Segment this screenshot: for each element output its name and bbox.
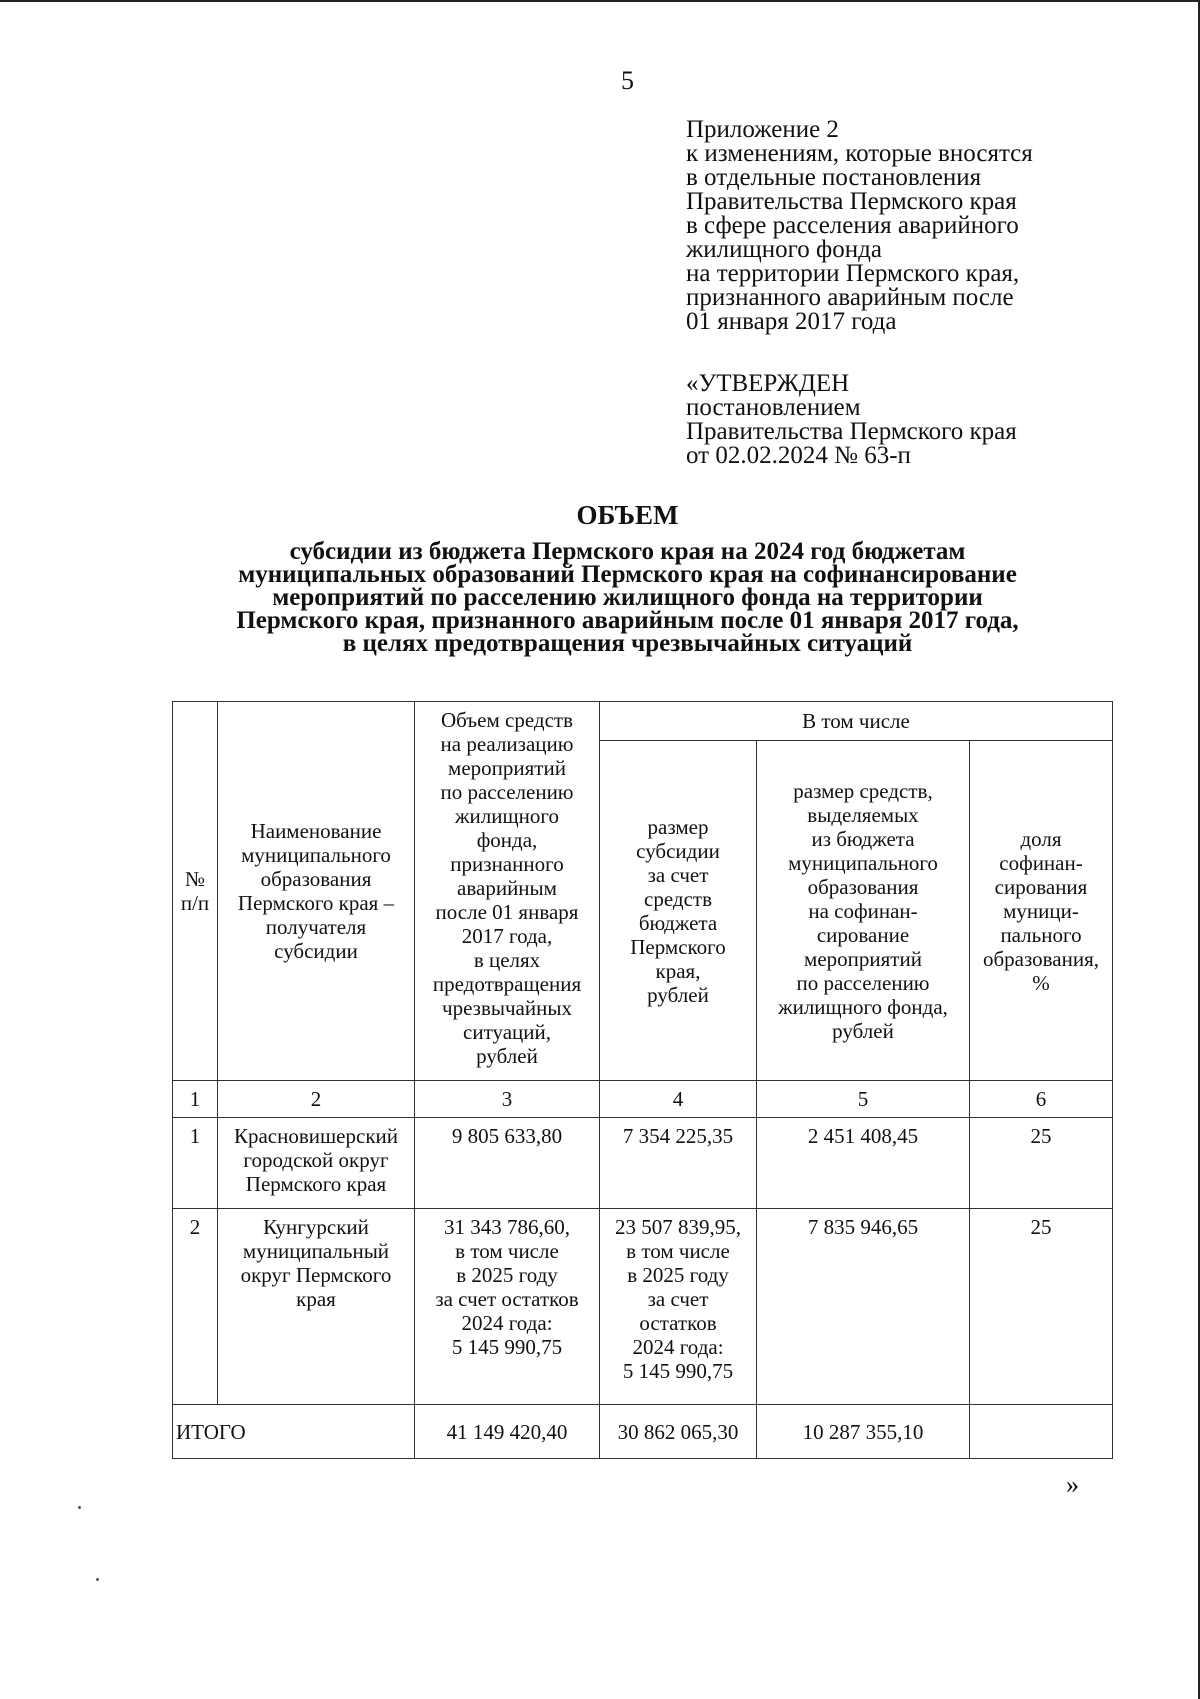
approval-line: от 02.02.2024 № 63-п (686, 442, 911, 469)
col-number: 3 (415, 1081, 600, 1118)
cell-line: в том числе (626, 1239, 730, 1263)
cell-line: Кунгурский (263, 1215, 369, 1239)
cell-line: округ Пермского (240, 1263, 392, 1287)
cell-line: мероприятий (448, 756, 566, 780)
cell-line: бюджета (638, 910, 718, 935)
cell-line: за счет (647, 1287, 709, 1311)
cell-line: софинан- (999, 850, 1083, 875)
row-volume (415, 1209, 600, 1405)
cell-line: 7 354 225,35 (622, 1124, 734, 1148)
page-number: 5 (621, 66, 634, 95)
cell-line: сирования (994, 874, 1088, 899)
annex-line: Приложение 2 (686, 116, 839, 143)
cell-line: размер (647, 814, 709, 839)
cell-line: в 2025 году (456, 1263, 558, 1287)
cell-line: Пермского края (245, 1172, 387, 1196)
cell-line: образования, (982, 946, 1100, 971)
cell-line: Пермского (630, 934, 726, 959)
cell-line: получателя (265, 915, 367, 939)
cell-line: края, (655, 958, 701, 983)
cell-line: размер средств, (793, 778, 933, 803)
total-label: ИТОГО (173, 1405, 415, 1459)
cell-line: 31 343 786,60, (444, 1215, 570, 1239)
total-share (970, 1405, 1113, 1459)
row-num: 2 (173, 1209, 218, 1405)
cell-line: после 01 января (435, 900, 579, 924)
column-number-row (173, 1081, 1113, 1118)
approval-block (686, 372, 1166, 468)
annex-line: 01 января 2017 года (686, 308, 897, 335)
header-row (173, 702, 1113, 741)
cell-line: по расселению (796, 970, 930, 995)
cell-line: пального (1000, 922, 1082, 947)
annex-line: в отдельные постановления (686, 164, 982, 191)
cell-line: в 2025 году (627, 1263, 729, 1287)
closing-quote: » (1066, 1470, 1079, 1499)
cell-line: Объем средств (440, 708, 573, 732)
cell-line: городской округ (243, 1148, 389, 1172)
col-number: 6 (970, 1081, 1113, 1118)
cell-line: края (296, 1287, 336, 1311)
cell-line: рублей (647, 982, 709, 1007)
cell-line: доля (1020, 826, 1062, 851)
cell-line: признанного (450, 852, 564, 876)
cell-line: жилищного фонда, (778, 994, 948, 1019)
row-name (218, 1209, 415, 1405)
cell-line: № (184, 867, 206, 891)
subtitle-line: Пермского края, признанного аварийным после 01 января 2017 года, (236, 607, 1019, 634)
annex-line: в сфере расселения аварийного (686, 212, 1019, 239)
cell-line: в целях (473, 948, 541, 972)
table-row (173, 1209, 1113, 1405)
header-subsidy (600, 741, 757, 1081)
scan-frame-top (0, 0, 1200, 2)
col-number: 4 (600, 1081, 757, 1118)
row-num: 1 (173, 1118, 218, 1209)
subsidy-table (172, 701, 1113, 1459)
subtitle-line: субсидии из бюджета Пермского края на 2024 год бюджетам (289, 538, 966, 565)
subtitle-line: мероприятий по расселению жилищного фонда на территории (272, 584, 983, 611)
cell-line: Пермского края – (237, 891, 395, 915)
cell-line: Красновишерский (233, 1124, 399, 1148)
approval-line: постановлением (686, 394, 861, 421)
annex-line: к изменениям, которые вносятся (686, 140, 1033, 167)
cell-line: рублей (832, 1018, 894, 1043)
header-share (970, 741, 1113, 1081)
cell-line: образования (807, 874, 919, 899)
cell-line: средств (644, 886, 712, 911)
header-including: В том числе (600, 702, 1113, 741)
cell-line: 5 145 990,75 (622, 1359, 734, 1383)
cell-line: субсидии (636, 838, 720, 863)
cell-line: 2024 года: (632, 1335, 724, 1359)
col-number: 1 (173, 1081, 218, 1118)
subtitle-line: в целях предотвращения чрезвычайных ситуаций (342, 630, 913, 657)
cell-line: предотвращения (432, 972, 582, 996)
cell-line: выделяемых (807, 802, 919, 827)
subtitle-line: муниципальных образований Пермского края на софинансирование (238, 561, 1017, 588)
cell-line: 2024 года: (461, 1311, 553, 1335)
cell-line: фонда, (476, 828, 538, 852)
cell-line: п/п (180, 891, 210, 915)
table-row (173, 1118, 1113, 1209)
cell-line: жилищного (455, 804, 559, 828)
annex-line: жилищного фонда (686, 236, 882, 263)
cell-line: муниципального (241, 843, 391, 867)
scan-speck (96, 1578, 99, 1581)
cell-line: муниципального (788, 850, 938, 875)
cell-line: Наименование (250, 819, 382, 843)
total-row (173, 1405, 1113, 1459)
row-share: 25 (970, 1118, 1113, 1209)
row-name (218, 1118, 415, 1209)
cell-line: остатков (639, 1311, 717, 1335)
annex-block (686, 118, 1166, 334)
cell-line: ситуаций, (463, 1020, 551, 1044)
cell-line: в том числе (455, 1239, 559, 1263)
document-subtitle (150, 540, 1105, 655)
cell-line: за счет остатков (435, 1287, 579, 1311)
document-title: ОБЪЕМ (576, 500, 679, 530)
header-num (173, 702, 218, 1081)
cell-line: 9 805 633,80 (451, 1124, 563, 1148)
cell-line: 23 507 839,95, (615, 1215, 741, 1239)
row-municipal: 7 835 946,65 (757, 1209, 970, 1405)
cell-line: чрезвычайных (442, 996, 572, 1020)
cell-line: муници- (1003, 898, 1079, 923)
approval-line: Правительства Пермского края (686, 418, 1017, 445)
cell-line: аварийным (457, 876, 557, 900)
cell-line: 5 145 990,75 (451, 1335, 563, 1359)
scan-speck (78, 1506, 81, 1509)
cell-line: из бюджета (811, 826, 915, 851)
row-subsidy (600, 1118, 757, 1209)
cell-line: рублей (476, 1044, 538, 1068)
col-number: 5 (757, 1081, 970, 1118)
header-municipal (757, 741, 970, 1081)
annex-line: на территории Пермского края, (686, 260, 1020, 287)
col-number: 2 (218, 1081, 415, 1118)
cell-line: на реализацию (440, 732, 574, 756)
row-volume (415, 1118, 600, 1209)
cell-line: образования (260, 867, 372, 891)
total-volume: 41 149 420,40 (415, 1405, 600, 1459)
annex-line: признанного аварийным после (686, 284, 1014, 311)
total-municipal: 10 287 355,10 (757, 1405, 970, 1459)
row-share: 25 (970, 1209, 1113, 1405)
header-volume (415, 702, 600, 1081)
cell-line: муниципальный (242, 1239, 390, 1263)
row-municipal: 2 451 408,45 (757, 1118, 970, 1209)
cell-line: 2017 года, (461, 924, 553, 948)
cell-line: мероприятий (804, 946, 922, 971)
approval-line: «УТВЕРЖДЕН (686, 370, 850, 397)
annex-line: Правительства Пермского края (686, 188, 1017, 215)
cell-line: сирование (816, 922, 910, 947)
cell-line: субсидии (274, 939, 358, 963)
cell-line: за счет (647, 862, 709, 887)
cell-line: по расселению (440, 780, 574, 804)
row-subsidy (600, 1209, 757, 1405)
header-name (218, 702, 415, 1081)
total-subsidy: 30 862 065,30 (600, 1405, 757, 1459)
cell-line: % (1032, 970, 1050, 995)
cell-line: на софинан- (808, 898, 918, 923)
